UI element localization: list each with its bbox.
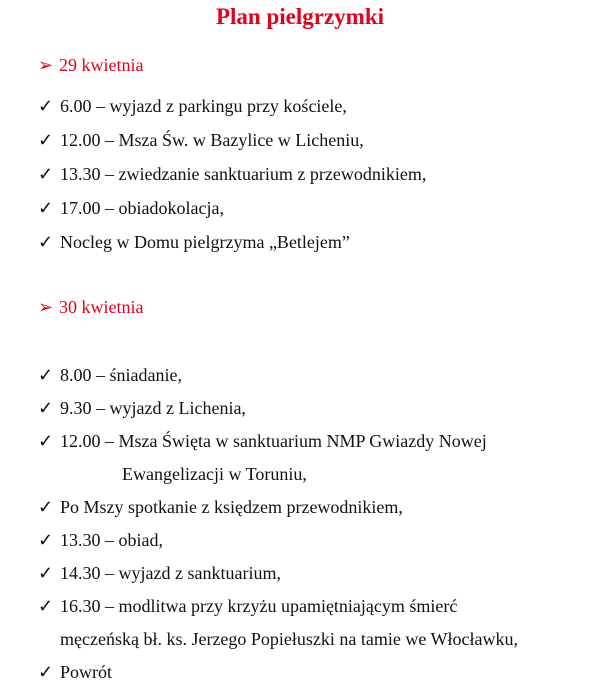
list-item [38,198,224,219]
list-item-text: 8.00 – śniadanie, [60,365,182,385]
day-label: 30 kwietnia [59,297,144,317]
checkmark-icon: ✓ [38,563,54,583]
checkmark-icon: ✓ [38,96,54,116]
day-heading-1 [38,55,143,76]
list-item-text: 9.30 – wyjazd z Lichenia, [60,398,246,418]
checkmark-icon: ✓ [38,662,54,682]
list-item [38,164,426,185]
list-item-text: 16.30 – modlitwa przy krzyżu upamiętniającym śmierć [60,596,458,616]
checkmark-icon: ✓ [38,398,54,418]
checkmark-icon: ✓ [38,198,54,218]
list-item [38,596,457,617]
checkmark-icon: ✓ [38,497,54,517]
list-item [38,232,350,253]
checkmark-icon: ✓ [38,130,54,150]
list-item [38,530,163,551]
checkmark-icon: ✓ [38,596,54,616]
list-item-text: Po Mszy spotkanie z księdzem przewodnikiem, [60,497,403,517]
list-item [38,130,364,151]
arrowhead-icon: ➢ [38,297,54,317]
list-item-continuation: męczeńską bł. ks. Jerzego Popiełuszki na tamie we Włocławku, [60,629,519,649]
checkmark-icon: ✓ [38,431,54,451]
checkmark-icon: ✓ [38,530,54,550]
list-item [38,365,182,386]
list-item [38,563,281,584]
list-item-text: 13.30 – zwiedzanie sanktuarium z przewodnikiem, [60,164,427,184]
page-title: Plan pielgrzymki [215,4,385,29]
list-item-text: 17.00 – obiadokolacja, [60,198,224,218]
list-item-text: 12.00 – Msza Św. w Bazylice w Licheniu, [60,130,364,150]
arrowhead-icon: ➢ [38,55,54,75]
day-heading-2 [38,297,143,318]
list-item [38,662,112,683]
list-item-continuation: Ewangelizacji w Toruniu, [122,464,307,484]
checkmark-icon: ✓ [38,365,54,385]
checkmark-icon: ✓ [38,164,54,184]
list-item-text: Powrót [60,662,113,682]
list-item-text: 12.00 – Msza Święta w sanktuarium NMP Gwiazdy Nowej [60,431,487,451]
list-item-text: 6.00 – wyjazd z parkingu przy kościele, [60,96,347,116]
list-item [38,96,347,117]
list-item-text: 14.30 – wyjazd z sanktuarium, [60,563,281,583]
day-label: 29 kwietnia [59,55,144,75]
list-item-text: Nocleg w Domu pielgrzyma „Betlejem” [60,232,350,252]
checkmark-icon: ✓ [38,232,54,252]
list-item-text: 13.30 – obiad, [60,530,163,550]
list-item [38,431,487,452]
list-item [38,497,403,518]
list-item [38,398,246,419]
